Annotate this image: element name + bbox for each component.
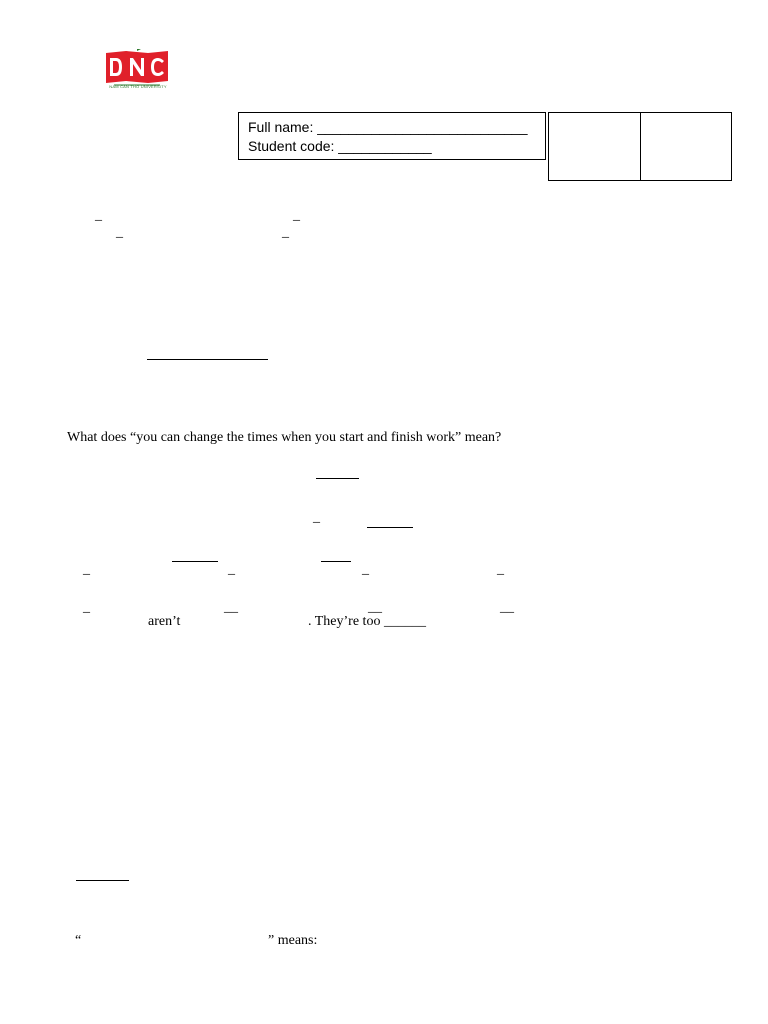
full-name-field[interactable]: Full name: ___________________________ <box>248 119 528 135</box>
blank-dash: _ <box>362 562 369 577</box>
blank-dash: _ <box>83 600 90 615</box>
blank-dash: __ <box>224 600 238 615</box>
answer-blank-line[interactable] <box>367 527 413 528</box>
blank-dash: _ <box>313 510 320 525</box>
blank-dash: _ <box>282 225 289 240</box>
sentence-fragment: aren’t <box>148 614 181 629</box>
blank-dash: _ <box>95 208 102 223</box>
score-box-2 <box>640 112 732 181</box>
sentence-fragment: . They’re too ______ <box>308 614 426 629</box>
blank-dash: _ <box>83 562 90 577</box>
blank-dash: _ <box>228 562 235 577</box>
answer-blank-line[interactable] <box>316 478 359 479</box>
blank-dash: _ <box>293 208 300 223</box>
means-label: ” means: <box>268 933 318 948</box>
answer-blank-line[interactable] <box>172 561 218 562</box>
answer-blank-line[interactable] <box>321 561 351 562</box>
question-text: What does “you can change the times when you start and finish work” mean? <box>67 430 502 445</box>
student-code-field[interactable]: Student code: ____________ <box>248 138 432 154</box>
blank-dash: _ <box>116 225 123 240</box>
logo-tagline: NAM CAN THO UNIVERSITY <box>109 84 167 89</box>
student-info-box <box>238 112 546 160</box>
answer-blank-line[interactable] <box>76 880 129 881</box>
score-box-1 <box>548 112 641 181</box>
blank-dash: __ <box>500 600 514 615</box>
open-quote: “ <box>75 933 82 948</box>
blank-dash: __ <box>368 600 382 615</box>
blank-dash: _ <box>497 562 504 577</box>
answer-blank-line[interactable] <box>147 359 268 360</box>
